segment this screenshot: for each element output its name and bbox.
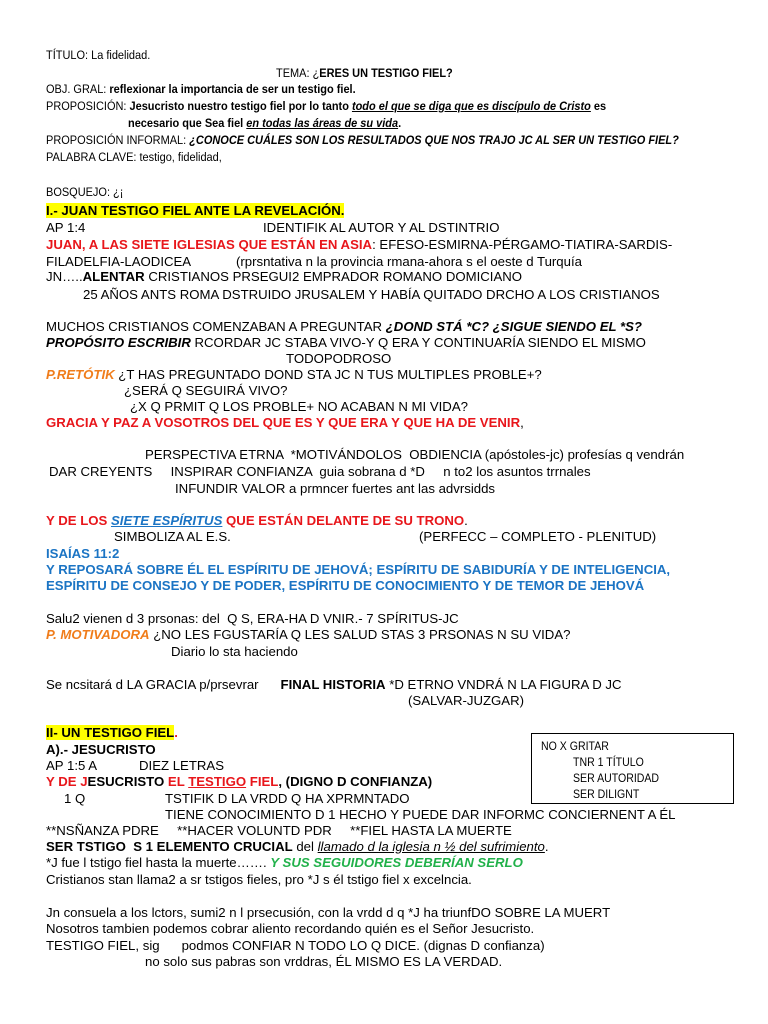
- diario-line: Diario lo sta haciendo: [171, 644, 298, 659]
- isaias-ref: ISAÍAS 11:2: [46, 546, 120, 561]
- cristianos-line: Cristianos stan llama2 a sr tstigos fieles, pro *J s él tstigo fiel x excelncia.: [46, 872, 472, 887]
- testigo-fiel-line: TESTIGO FIEL, sig podmos CONFIAR N TODO LO Q DICE. (dignas D confianza): [46, 938, 545, 953]
- identifik-line: IDENTIFIK AL AUTOR Y AL DSTINTRIO: [263, 220, 500, 235]
- yde-e: FIEL: [246, 774, 279, 789]
- note-box: [531, 733, 734, 804]
- note-box-line-2: TNR 1 TÍTULO: [573, 755, 644, 769]
- keyword-line: PALABRA CLAVE: testigo, fidelidad,: [46, 150, 222, 164]
- ncsitara-c: *D ETRNO VNDRÁ N LA FIGURA D JC: [385, 677, 622, 692]
- tiene-line: TIENE CONOCIMIENTO D 1 HECHO Y PUEDE DAR INFORMC CONCIERNENT A ÉL: [165, 807, 676, 822]
- jfue-line: [46, 856, 523, 869]
- outline-line: BOSQUEJO: ¿¡: [46, 185, 124, 199]
- yde-line: [46, 775, 432, 788]
- ap14-ref: AP 1:4: [46, 220, 86, 235]
- prop2-text-c: .: [398, 116, 402, 130]
- proposito-a: PROPÓSITO ESCRIBIR: [46, 335, 191, 350]
- yde-f: , (DIGNO D CONFIANZA): [278, 774, 433, 789]
- no-solo-line: no solo sus pabras son vrddras, ÉL MISMO ES LA VERDAD.: [145, 954, 503, 969]
- diez-letras: DIEZ LETRAS: [139, 758, 225, 773]
- jfue-a: *J fue l tstigo fiel hasta la muerte…….: [46, 855, 271, 870]
- tstifik-line: TSTIFIK D LA VRDD Q HA XPRMNTADO: [165, 791, 410, 806]
- retotik-line: [46, 368, 542, 381]
- section2-heading-text: II- UN TESTIGO FIEL: [46, 725, 175, 740]
- obj-label: OBJ. GRAL:: [46, 82, 110, 96]
- prop-text-c: es: [590, 99, 607, 113]
- ap15-ref: AP 1:5 A: [46, 758, 98, 773]
- perfecc-line: (PERFECC – COMPLETO - PLENITUD): [419, 529, 657, 544]
- sertstigo-a: SER TSTIGO S 1 ELEMENTO CRUCIAL: [46, 839, 293, 854]
- informal-proposition-line: [46, 134, 679, 146]
- nosotros-line: Nosotros tambien podemos cobrar aliento recordando quién es el Señor Jesucristo.: [46, 921, 535, 936]
- sera-line: ¿SERÁ Q SEGUIRÁ VIVO?: [124, 383, 288, 398]
- proposito-b: RCORDAR JC STABA VIVO-Y Q ERA Y CONTINUARÍA SIENDO EL MISMO: [190, 335, 646, 350]
- note-box-line-4: SER DILIGNT: [573, 787, 640, 801]
- prop-text-a: Jesucristo nuestro testigo fiel por lo tanto: [129, 99, 352, 113]
- proposition-line: [46, 100, 606, 112]
- q1-label: 1 Q: [64, 791, 86, 806]
- yde-d: TESTIGO: [188, 774, 247, 789]
- juan-red: JUAN, A LAS SIETE IGLESIAS QUE ESTÁN EN ASIA: [46, 237, 373, 252]
- note-box-line-1: NO X GRITAR: [541, 739, 609, 753]
- section2-heading-dot: .: [174, 725, 178, 740]
- xq-line: ¿X Q PRMIT Q LOS PROBLE+ NO ACABAN N MI VIDA?: [130, 399, 468, 414]
- filadelfia-line: FILADELFIA-LAODICEA: [46, 254, 192, 269]
- prop2-text-a: necesario que Sea fiel: [128, 116, 247, 130]
- ncsitara-b: FINAL HISTORIA: [280, 677, 386, 692]
- prop-text-b: todo el que se diga que es discípulo de Cristo: [351, 99, 591, 113]
- section1-heading: [46, 204, 344, 217]
- motivadora-a: P. MOTIVADORA: [46, 627, 150, 642]
- reposara-line-1: Y REPOSARÁ SOBRE ÉL EL ESPÍRITU DE JEHOVÁ; ESPÍRITU DE SABIDURÍA Y DE INTELIGENCIA,: [46, 562, 671, 577]
- siete-a: Y DE LOS: [46, 513, 111, 528]
- propinf-value: ¿CONOCE CUÁLES SON LOS RESULTADOS QUE NOS TRAJO JC AL SER UN TESTIGO FIEL?: [189, 133, 679, 147]
- dar-line: DAR CREYENTS INSPIRAR CONFIANZA guia sobrana d *D n to2 los asuntos trrnales: [49, 464, 591, 479]
- juan-rest: : EFESO-ESMIRNA-PÉRGAMO-TIATIRA-SARDIS-: [372, 237, 673, 252]
- muchos-a: MUCHOS CRISTIANOS COMENZABAN A PREGUNTAR: [46, 319, 386, 334]
- prop2-text-b: en todas las áreas de su vida: [246, 116, 399, 130]
- siete-b: SIETE ESPÍRITUS: [110, 513, 223, 528]
- section2-heading: [46, 726, 178, 739]
- reposara-line-2: ESPÍRITU DE CONSEJO Y DE PODER, ESPÍRITU DE CONOCIMIENTO Y DE TEMOR DE JEHOVÁ: [46, 578, 645, 593]
- tema-line: [276, 67, 453, 79]
- motivadora-b: ¿NO LES FGUSTARÍA Q LES SALUD STAS 3 PRSONAS N SU VIDA?: [149, 627, 571, 642]
- nsnanza-line: **NSÑANZA PDRE **HACER VOLUNTD PDR **FIEL HASTA LA MUERTE: [46, 823, 512, 838]
- jesucristo-sub: A).- JESUCRISTO: [46, 742, 156, 757]
- jfue-b: Y SUS SEGUIDORES DEBERÍAN SERLO: [270, 855, 523, 870]
- sertstigo-d: .: [544, 839, 549, 854]
- ncsitara-line: [46, 678, 622, 691]
- rprsntativa-line: (rprsntativa n la provincia rmana-ahora s el oeste d Turquía: [236, 254, 582, 269]
- retotik-a: P.RETÓTIK: [46, 367, 115, 382]
- gracia-line: [46, 416, 524, 429]
- propinf-label: PROPOSICIÓN INFORMAL:: [46, 133, 190, 147]
- yde-b: ESUCRISTO: [87, 774, 165, 789]
- infundir-line: INFUNDIR VALOR a prmncer fuertes ant las advrsidds: [175, 481, 496, 496]
- section1-heading-text: I.- JUAN TESTIGO FIEL ANTE LA REVELACIÓN.: [46, 203, 345, 218]
- muchos-line: [46, 320, 642, 333]
- note-box-line-3: SER AUTORIDAD: [573, 771, 660, 785]
- proposition-line-2: [128, 117, 401, 129]
- tema-label: TEMA: ¿: [276, 66, 320, 80]
- siete-c: QUE ESTÁN DELANTE DE SU TRONO: [222, 513, 465, 528]
- jn-a: JN…..: [46, 269, 83, 284]
- motivadora-line: [46, 628, 570, 641]
- jn-c: CRISTIANOS PRSEGUI2 EMPRADOR ROMANO DOMICIANO: [144, 269, 523, 284]
- jn-consuela-line: Jn consuela a los lctors, sumi2 n l prsecusión, con la vrdd d q *J ha triunfDO SOBRE LA MUERT: [46, 905, 611, 920]
- yde-a: Y DE J: [46, 774, 88, 789]
- salvar-line: (SALVAR-JUZGAR): [408, 693, 525, 708]
- gracia-text: GRACIA Y PAZ A VOSOTROS DEL QUE ES Y QUE ERA Y QUE HA DE VENIR: [46, 415, 521, 430]
- tema-value: ERES UN TESTIGO FIEL?: [319, 66, 453, 80]
- prop-label: PROPOSICIÓN:: [46, 99, 130, 113]
- retotik-b: ¿T HAS PREGUNTADO DOND STA JC N TUS MULTIPLES PROBLE+?: [114, 367, 542, 382]
- proposito-line: [46, 336, 646, 349]
- yde-c: EL: [164, 774, 189, 789]
- salu2-line: Salu2 vienen d 3 prsonas: del Q S, ERA-HA D VNIR.- 7 SPÍRITUS-JC: [46, 611, 459, 626]
- anos-line: 25 AÑOS ANTS ROMA DSTRUIDO JRUSALEM Y HABÍA QUITADO DRCHO A LOS CRISTIANOS: [83, 287, 660, 302]
- sertstigo-line: [46, 840, 549, 853]
- siete-line: [46, 514, 468, 527]
- obj-value: reflexionar la importancia de ser un testigo fiel.: [109, 82, 356, 96]
- ncsitara-a: Se ncsitará d LA GRACIA p/prsevrar: [46, 677, 281, 692]
- jn-line: [46, 270, 522, 283]
- obj-line: [46, 83, 356, 95]
- todopodroso-line: TODOPODROSO: [286, 351, 392, 366]
- jn-b: ALENTAR: [82, 269, 145, 284]
- siete-d: .: [464, 513, 468, 528]
- perspectiva-line: PERSPECTIVA ETRNA *MOTIVÁNDOLOS OBDIENCIA (apóstoles-jc) profesías q vendrán: [145, 447, 685, 462]
- muchos-b: ¿DOND STÁ *C? ¿SIGUE SIENDO EL *S?: [385, 319, 642, 334]
- juan-line: [46, 238, 672, 251]
- sertstigo-b: del: [292, 839, 318, 854]
- simboliza-line: SIMBOLIZA AL E.S.: [114, 529, 231, 544]
- gracia-comma: ,: [520, 415, 524, 430]
- sertstigo-c: llamado d la iglesia n ½ del sufrimiento: [317, 839, 545, 854]
- title-line: TÍTULO: La fidelidad.: [46, 48, 151, 62]
